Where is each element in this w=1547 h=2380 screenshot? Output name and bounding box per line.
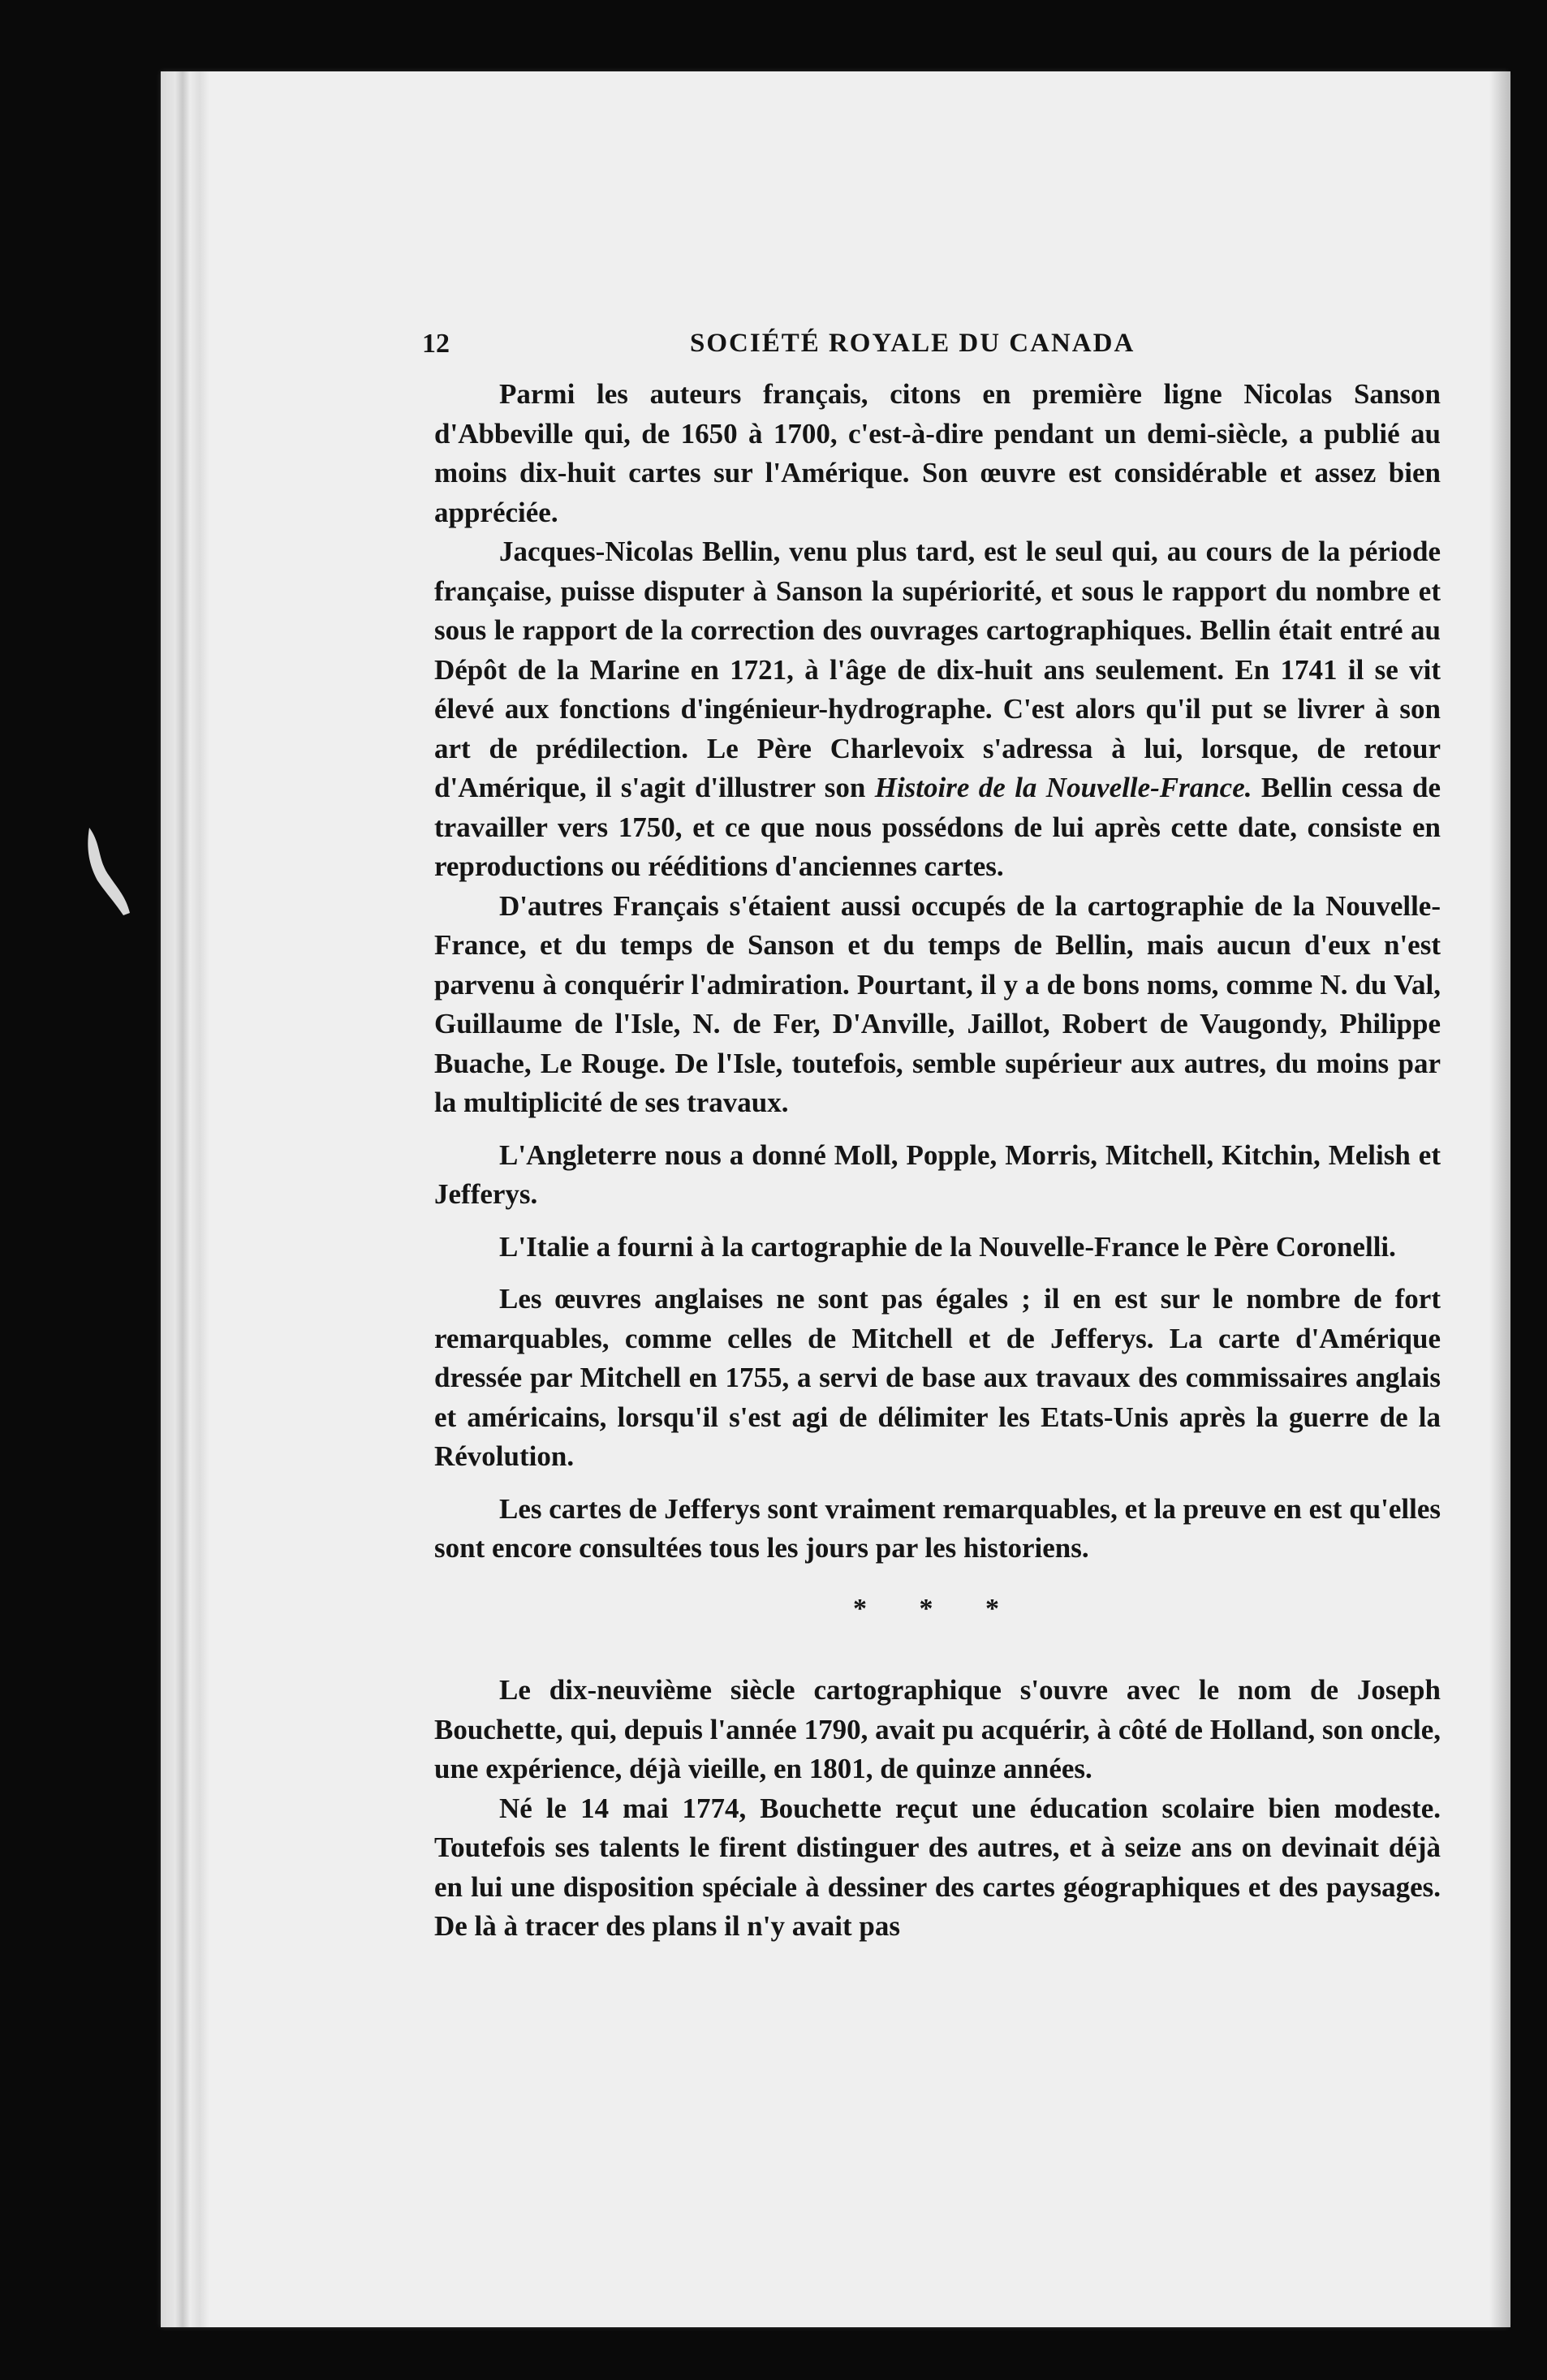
paragraph xyxy=(434,532,1441,887)
paragraph-text: D'autres Français s'étaient aussi occupés de la cartographie de la Nouvelle-France, et du temps de Sanson et du temps de Bellin, mais aucun d'eux n'est parvenu à conquérir l'admiration. Pourtant, il y a de bons noms, comme N. du Val, Guillaume de l'Isle, N. de Fer, D'Anville, Jaillot, Robert de Vaugondy, Philippe Buache, Le Rouge. De l'Isle, toutefois, semble supérieur aux autres, du moins par la multiplicité de ses travaux. xyxy=(434,889,1441,1118)
paragraph-text: Né le 14 mai 1774, Bouchette reçut une éducation scolaire bien modeste. Toutefois ses talents le firent distinguer des autres, et à seize ans on devinait déjà en lui une disposition spéciale à dessiner des cartes géographiques et des paysages. De là à tracer des plans il n'y avait pas xyxy=(434,1792,1441,1942)
page-binding-edge xyxy=(161,71,209,2327)
paragraph xyxy=(434,1136,1441,1215)
paragraph-text: Les cartes de Jefferys sont vraiment remarquables, et la preuve en est qu'elles sont encore consultées tous les jours par les historiens. xyxy=(434,1492,1441,1564)
page-number: 12 xyxy=(422,329,450,359)
section-break-asterisks: * * * xyxy=(853,1593,1022,1624)
paragraph-text: Les œuvres anglaises ne sont pas égales ; il en est sur le nombre de fort remarquables, comme celles de Mitchell et de Jefferys. La carte d'Amérique dressée par Mitchell en 1755, a servi de base aux travaux des commissaires anglais et américains, lorsqu'il s'est agi de délimiter les Etats-Unis après la guerre de la Révolution. xyxy=(434,1283,1441,1472)
paragraph xyxy=(434,1490,1441,1569)
film-smudge-mark xyxy=(81,820,146,917)
paragraph xyxy=(434,1280,1441,1477)
page-right-edge xyxy=(1489,71,1510,2327)
paragraph xyxy=(434,887,1441,1123)
running-head: SOCIÉTÉ ROYALE DU CANADA xyxy=(690,329,1135,358)
paragraph-text: Parmi les auteurs français, citons en première ligne Nicolas Sanson d'Abbeville qui, de 1650 à 1700, c'est-à-dire pendant un demi-siècle, a publié au moins dix-huit cartes sur l'Amérique. Son œuvre est considérable et assez bien appréciée. xyxy=(434,378,1441,528)
paragraph xyxy=(434,1789,1441,1947)
paragraph-text: Bellin cessa de travailler vers 1750, et ce que nous possédons de lui après cette date, consiste en reproductions ou rééditions d'anciennes cartes. xyxy=(434,772,1441,882)
paragraph-text: Jacques-Nicolas Bellin, venu plus tard, est le seul qui, au cours de la période française, puisse disputer à Sanson la supériorité, et sous le rapport du nombre et sous le rapport de la correction des ouvrages cartographiques. Bellin était entré au Dépôt de la Marine en 1721, à l'âge de dix-huit ans seulement. En 1741 il se vit élevé aux fonctions d'ingénieur-hydrographe. C'est alors qu'il put se livrer à son art de prédilection. Le Père Charlevoix s'adressa à lui, lorsque, de retour d'Amérique, il s'agit d'illustrer son xyxy=(434,536,1441,803)
italic-title-text: Histoire de la Nouvelle-France. xyxy=(874,772,1252,803)
paragraph xyxy=(434,1228,1441,1267)
paragraph xyxy=(434,375,1441,532)
paragraph-text: L'Italie a fourni à la cartographie de la Nouvelle-France le Père Coronelli. xyxy=(499,1230,1396,1263)
paragraph-text: Le dix-neuvième siècle cartographique s'ouvre avec le nom de Joseph Bouchette, qui, depuis l'année 1790, avait pu acquérir, à côté de Holland, son oncle, une expérience, déjà vieille, en 1801, de quinze années. xyxy=(434,1674,1441,1784)
body-text xyxy=(434,375,1441,1947)
film-border-top xyxy=(0,0,1547,73)
paragraph xyxy=(434,1671,1441,1789)
paragraph-text: L'Angleterre nous a donné Moll, Popple, Morris, Mitchell, Kitchin, Melish et Jefferys. xyxy=(434,1138,1441,1210)
